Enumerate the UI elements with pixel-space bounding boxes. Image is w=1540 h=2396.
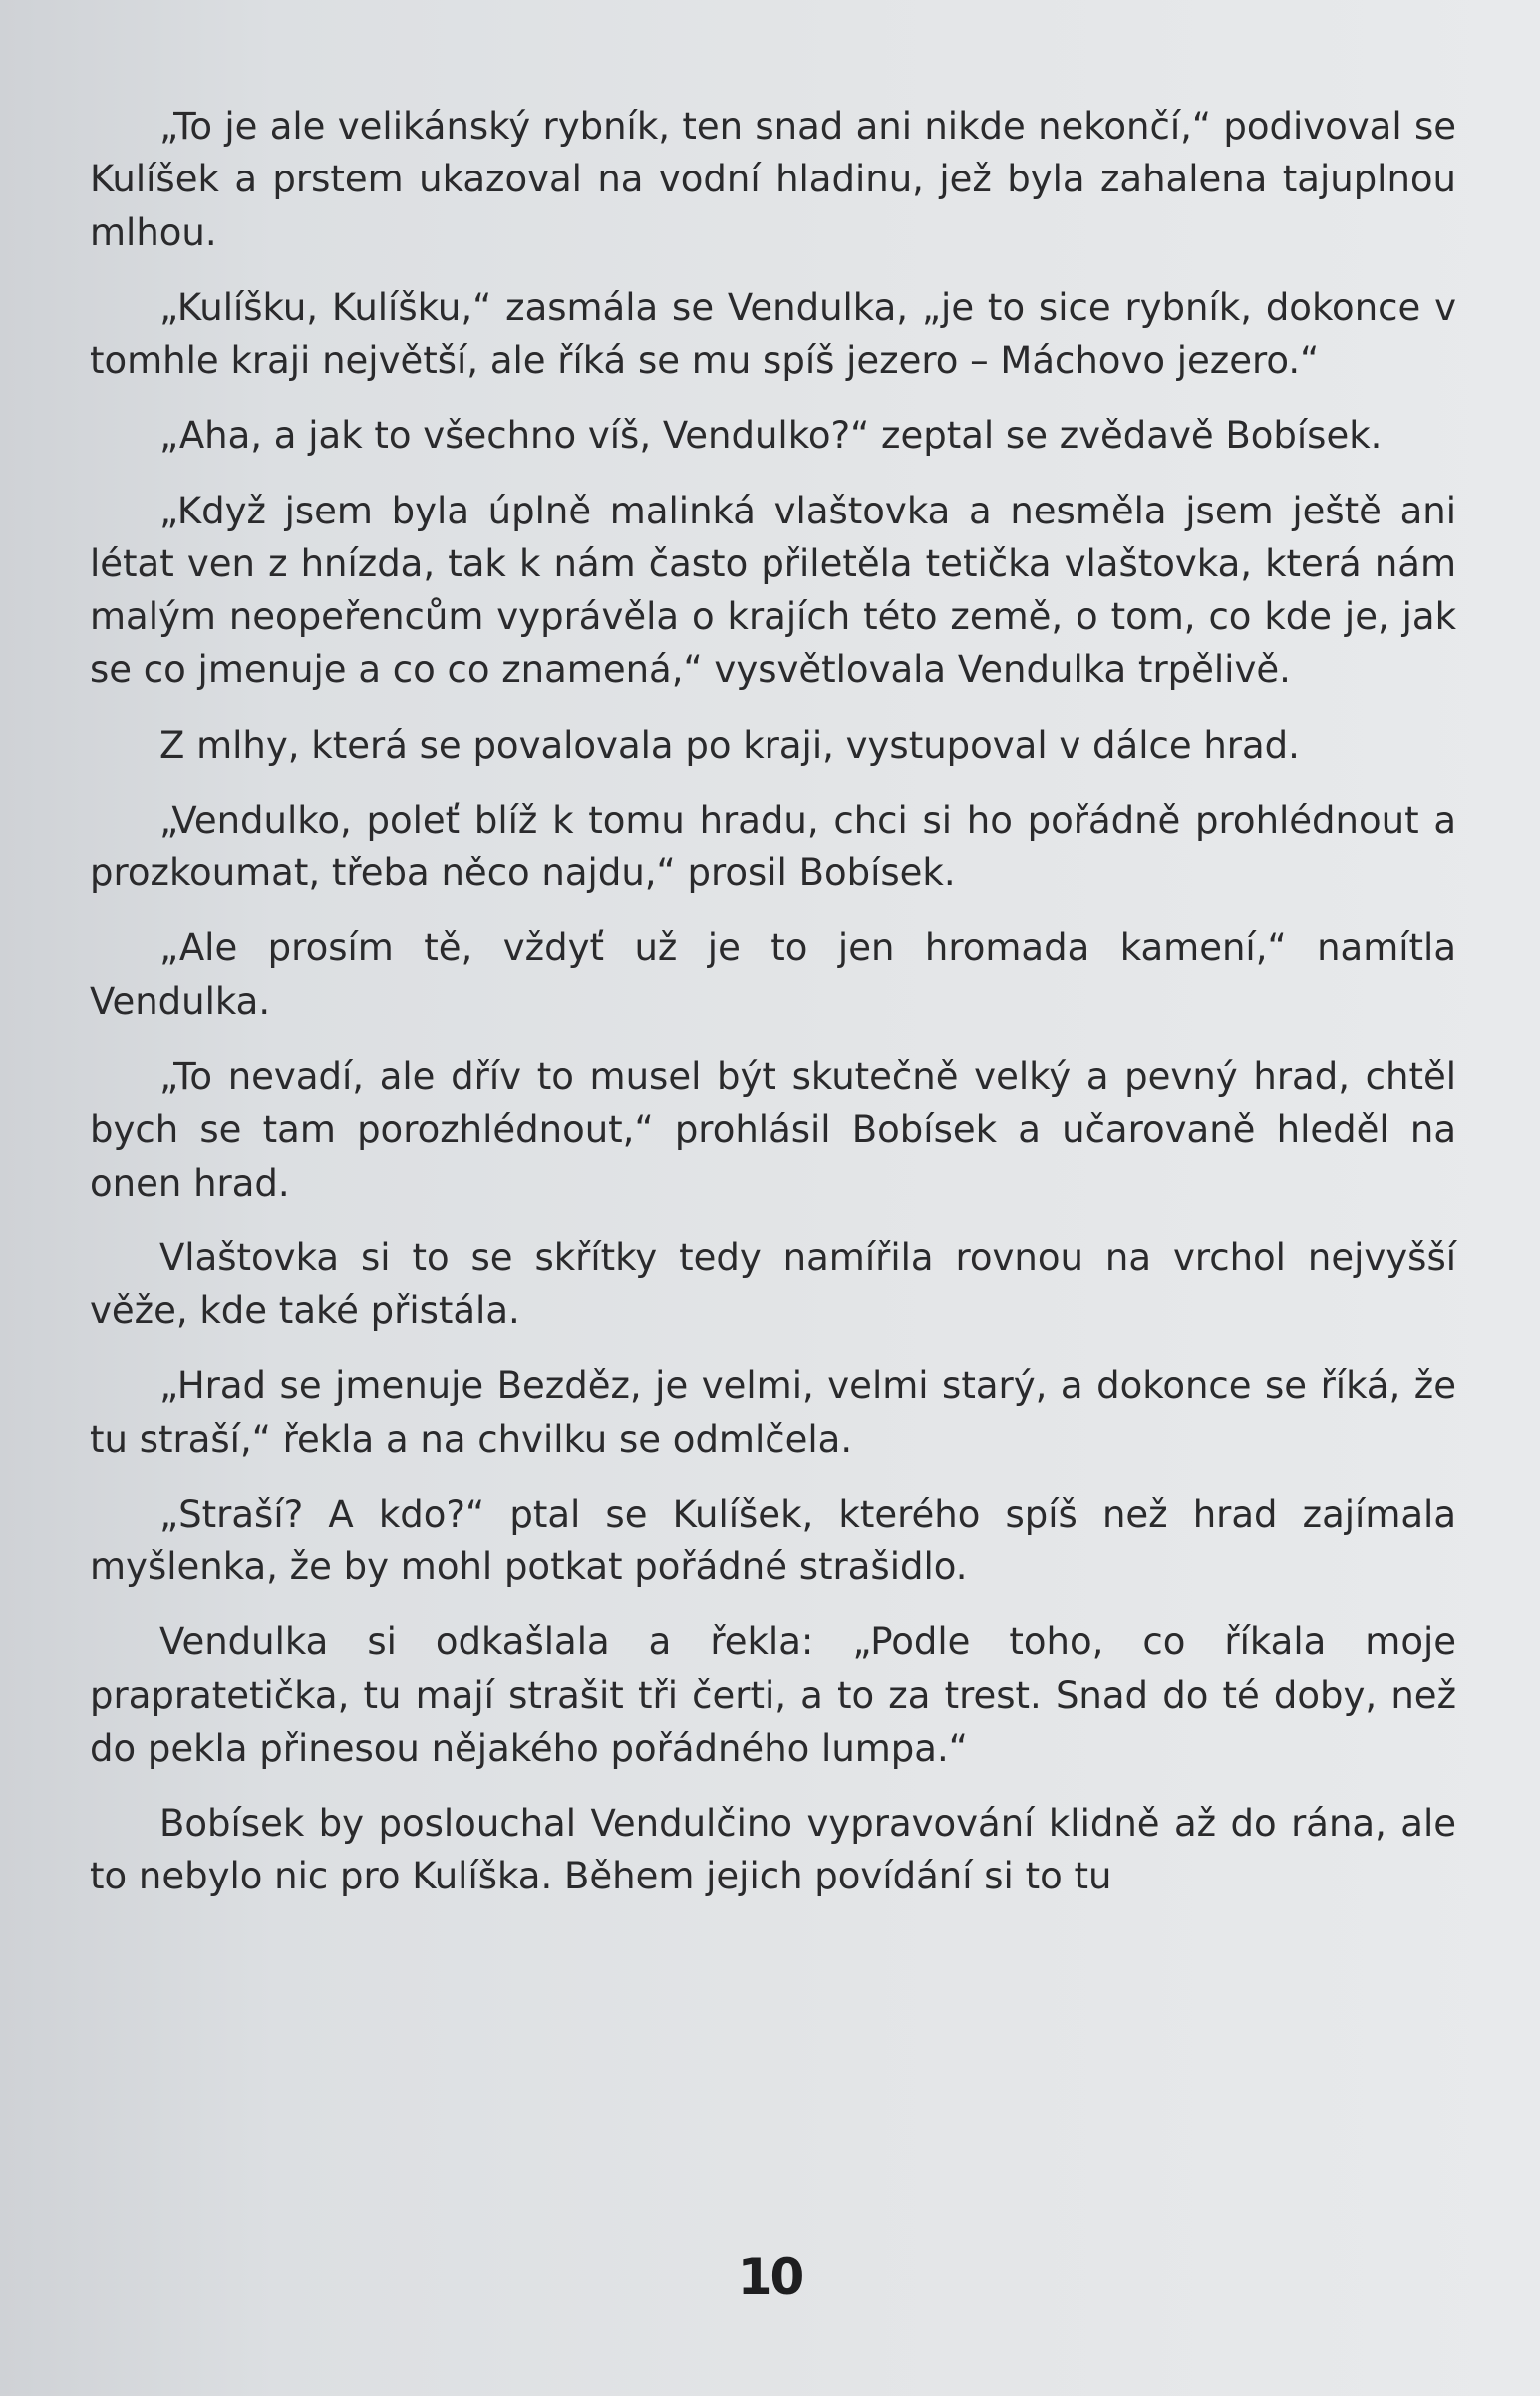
paragraph-13: Bobísek by poslouchal Vendulčino vypravování klidně až do rána, ale to nebylo nic pro Kulíška. Během jejich povídání si to tu (90, 1802, 1456, 1898)
paragraph-8: „To nevadí, ale dřív to musel být skutečně velký a pevný hrad, chtěl bych se tam porozhlédnout,“ prohlásil Bobísek a učarovaně hleděl na onen hrad. (90, 1054, 1456, 1204)
paragraph-3: „Aha, a jak to všechno víš, Vendulko?“ zeptal se zvědavě Bobísek. (159, 414, 1383, 458)
page-number: 10 (737, 2248, 803, 2306)
paragraph-5: Z mlhy, která se povalovala po kraji, vystupoval v dálce hrad. (159, 723, 1300, 767)
paragraph-7: „Ale prosím tě, vždyť už je to jen hromada kamení,“ namítla Vendulka. (90, 926, 1456, 1023)
paragraph-9: Vlaštovka si to se skřítky tedy namířila rovnou na vrchol nejvyšší věže, kde také přistála. (90, 1235, 1456, 1333)
paragraph-10: „Hrad se jmenuje Bezděz, je velmi, velmi starý, a dokonce se říká, že tu straší,“ řekla a na chvilku se odmlčela. (90, 1364, 1456, 1461)
paragraph-6: „Vendulko, poleť blíž k tomu hradu, chci si ho pořádně prohlédnout a prozkoumat, třeba něco najdu,“ prosil Bobísek. (90, 798, 1456, 895)
paragraph-1: „To je ale velikánský rybník, ten snad ani nikde nekončí,“ podivoval se Kulíšek a prstem ukazoval na vodní hladinu, jež byla zahalena tajuplnou mlhou. (90, 105, 1456, 254)
paragraph-2: „Kulíšku, Kulíšku,“ zasmála se Vendulka, „je to sice rybník, dokonce v tomhle kraji největší, ale říká se mu spíš jezero – Máchovo jezero.“ (90, 285, 1456, 383)
paragraph-4: „Když jsem byla úplně malinká vlaštovka a nesměla jsem ještě ani létat ven z hnízda, tak k nám často přiletěla tetička vlaštovka, která nám malým neopeřencům vyprávěla o krajích této země, o tom, co kde je, jak se co jmenuje a co co znamená,“ vysvětlovala Vendulka trpělivě. (90, 489, 1456, 692)
paragraph-11: „Straší? A kdo?“ ptal se Kulíšek, kterého spíš než hrad zajímala myšlenka, že by mohl potkat pořádné strašidlo. (90, 1492, 1456, 1589)
paragraph-12: Vendulka si odkašlala a řekla: „Podle toho, co říkala moje prapratetička, tu mají strašit tři čerti, a to za trest. Snad do té doby, než do pekla přinesou nějakého pořádného lumpa.“ (90, 1620, 1456, 1770)
